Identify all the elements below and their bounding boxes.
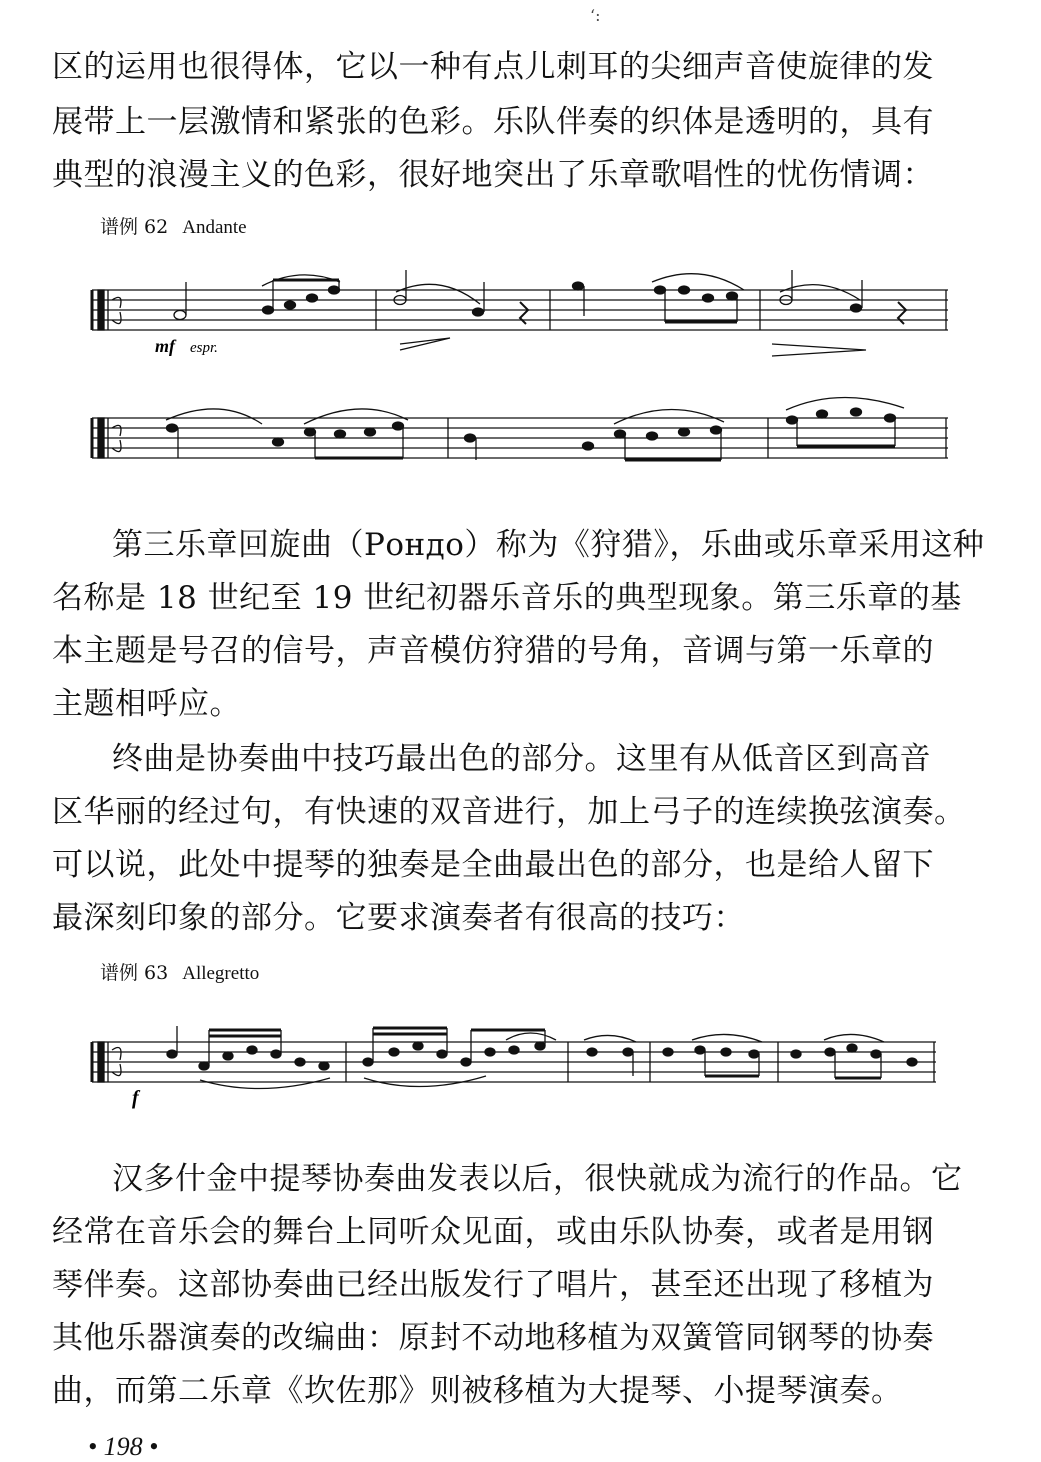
text-line: 可以说，此处中提琴的独奏是全曲最出色的部分，也是给人留下 <box>52 847 934 883</box>
top-mark: ʻ: <box>590 6 601 25</box>
text-line: 本主题是号召的信号，声音模仿狩猎的号角，音调与第一乐章的 <box>52 633 934 669</box>
example-label: 谱例 63 <box>100 962 169 984</box>
tempo-marking: Andante <box>182 217 247 238</box>
text-line: 区华丽的经过句，有快速的双音进行，加上弓子的连续换弦演奏。 <box>52 794 966 830</box>
text-line: 汉多什金中提琴协奏曲发表以后，很快就成为流行的作品。它 <box>112 1161 963 1197</box>
staff-3 <box>92 1026 936 1089</box>
text-line: 名称是 18 世纪至 19 世纪初器乐音乐的典型现象。第三乐章的基 <box>52 580 962 616</box>
example-label: 谱例 62 <box>100 216 169 238</box>
tempo-marking: Allegretto <box>182 963 260 984</box>
text-line: 终曲是协奏曲中技巧最出色的部分。这里有从低音区到高音 <box>112 741 931 777</box>
expression-mark: espr. <box>190 340 218 356</box>
text-line: 其他乐器演奏的改编曲：原封不动地移植为双簧管同钢琴的协奏 <box>52 1320 934 1356</box>
text-line: 展带上一层激情和紧张的色彩。乐队伴奏的织体是透明的，具有 <box>52 104 934 140</box>
text-line: 琴伴奏。这部协奏曲已经出版发行了唱片，甚至还出现了移植为 <box>52 1267 934 1303</box>
text-line: 最深刻印象的部分。它要求演奏者有很高的技巧： <box>52 900 745 936</box>
text-line: 曲，而第二乐章《坎佐那》则被移植为大提琴、小提琴演奏。 <box>52 1373 903 1409</box>
page-number: • 198 • <box>88 1432 159 1461</box>
text-line: 主题相呼应。 <box>52 686 241 722</box>
dynamic-mark: f <box>132 1087 139 1109</box>
text-line: 典型的浪漫主义的色彩，很好地突出了乐章歌唱性的忧伤情调： <box>52 157 934 193</box>
dynamic-mark: mf <box>155 336 175 356</box>
text-line: 经常在音乐会的舞台上同听众见面，或由乐队协奏，或者是用钢 <box>52 1214 934 1250</box>
text-line: 第三乐章回旋曲（Рондо）称为《狩猎》，乐曲或乐章采用这种 <box>112 527 985 563</box>
text-line: 区的运用也很得体，它以一种有点儿刺耳的尖细声音使旋律的发 <box>52 49 934 85</box>
